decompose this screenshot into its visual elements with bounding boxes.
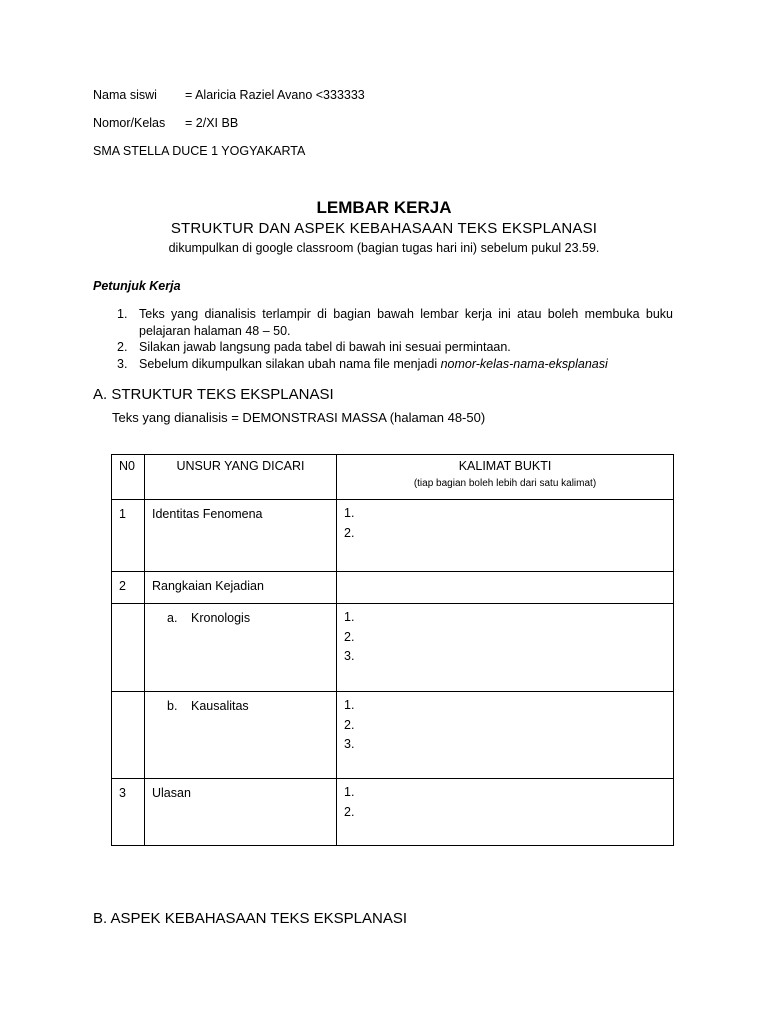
bukti-line: 2.: [344, 525, 355, 540]
table-row: [112, 779, 674, 846]
row-bukti[interactable]: [337, 604, 674, 692]
header-cell-unsur: UNSUR YANG DICARI: [145, 455, 337, 500]
instruction-text: Teks yang dianalisis terlampir di bagian bawah lembar kerja ini atau boleh membuka buku pelajaran halaman 48 – 50.: [139, 307, 673, 338]
bukti-line: 3.: [344, 649, 355, 663]
table-header-row: [112, 455, 674, 500]
student-class-value: = 2/XI BB: [185, 116, 239, 130]
page-subtitle: STRUKTUR DAN ASPEK KEBAHASAAN TEKS EKSPLANASI: [170, 220, 598, 237]
sub-item-label: Kausalitas: [191, 699, 249, 713]
row-bukti[interactable]: [337, 692, 674, 779]
bukti-line: 3.: [344, 737, 355, 751]
row-number: [112, 692, 145, 779]
row-bukti[interactable]: [337, 572, 674, 604]
student-class-line: [93, 116, 238, 130]
table-row: [112, 572, 674, 604]
page-title: LEMBAR KERJA: [316, 198, 452, 217]
bukti-header-label: KALIMAT BUKTI: [458, 459, 552, 473]
row-unsur: [145, 604, 337, 692]
bukti-line: 1.: [344, 610, 355, 624]
instruction-item: [117, 339, 673, 356]
sub-item-letter: a.: [167, 611, 178, 625]
header-cell-bukti: [337, 455, 674, 500]
bukti-line: 1.: [344, 698, 355, 712]
bukti-line: 1.: [344, 785, 355, 799]
section-a-title: A. STRUKTUR TEKS EKSPLANASI: [93, 386, 334, 403]
table-row: [112, 692, 674, 779]
sub-item-letter: b.: [167, 699, 178, 713]
row-unsur: Ulasan: [145, 779, 337, 846]
instruction-text: Silakan jawab langsung pada tabel di bawah ini sesuai permintaan.: [139, 340, 511, 354]
student-name-line: [93, 88, 365, 102]
sub-item-label: Kronologis: [191, 611, 251, 625]
analyzed-text-info: Teks yang dianalisis = DEMONSTRASI MASSA (halaman 48-50): [112, 410, 486, 425]
school-name: SMA STELLA DUCE 1 YOGYAKARTA: [93, 144, 306, 158]
table-row: [112, 604, 674, 692]
header-cell-no: N0: [112, 455, 145, 500]
row-number: 2: [112, 572, 145, 604]
row-number: 1: [112, 500, 145, 572]
table-row: [112, 500, 674, 572]
bukti-line: 2.: [344, 629, 355, 644]
instruction-item: [117, 306, 673, 339]
submission-note: dikumpulkan di google classroom (bagian tugas hari ini) sebelum pukul 23.59.: [168, 241, 600, 255]
row-number: [112, 604, 145, 692]
instruction-text: Sebelum dikumpulkan silakan ubah nama file menjadi: [139, 356, 441, 371]
instruction-item: [117, 356, 673, 373]
bukti-header-note: (tiap bagian boleh lebih dari satu kalimat): [413, 478, 597, 489]
structure-table: [111, 454, 674, 846]
row-unsur: Identitas Fenomena: [145, 500, 337, 572]
instruction-number: 1.: [117, 307, 128, 321]
instructions-heading: Petunjuk Kerja: [93, 279, 181, 293]
bukti-line: 1.: [344, 506, 355, 520]
student-name-label: Nama siswi: [93, 88, 157, 102]
bukti-line: 2.: [344, 717, 355, 732]
row-number: 3: [112, 779, 145, 846]
bukti-line: 2.: [344, 804, 355, 819]
row-unsur: Rangkaian Kejadian: [145, 572, 337, 604]
student-class-label: Nomor/Kelas: [93, 116, 166, 130]
row-unsur: [145, 692, 337, 779]
instruction-number: 2.: [117, 340, 128, 354]
instruction-number: 3.: [117, 356, 128, 371]
instructions-list: [117, 306, 673, 372]
student-name-value: = Alaricia Raziel Avano <333333: [185, 88, 365, 102]
section-b-title: B. ASPEK KEBAHASAAN TEKS EKSPLANASI: [93, 910, 408, 927]
row-bukti[interactable]: [337, 779, 674, 846]
instruction-filename-format: nomor-kelas-nama-eksplanasi: [440, 356, 608, 371]
row-bukti[interactable]: [337, 500, 674, 572]
